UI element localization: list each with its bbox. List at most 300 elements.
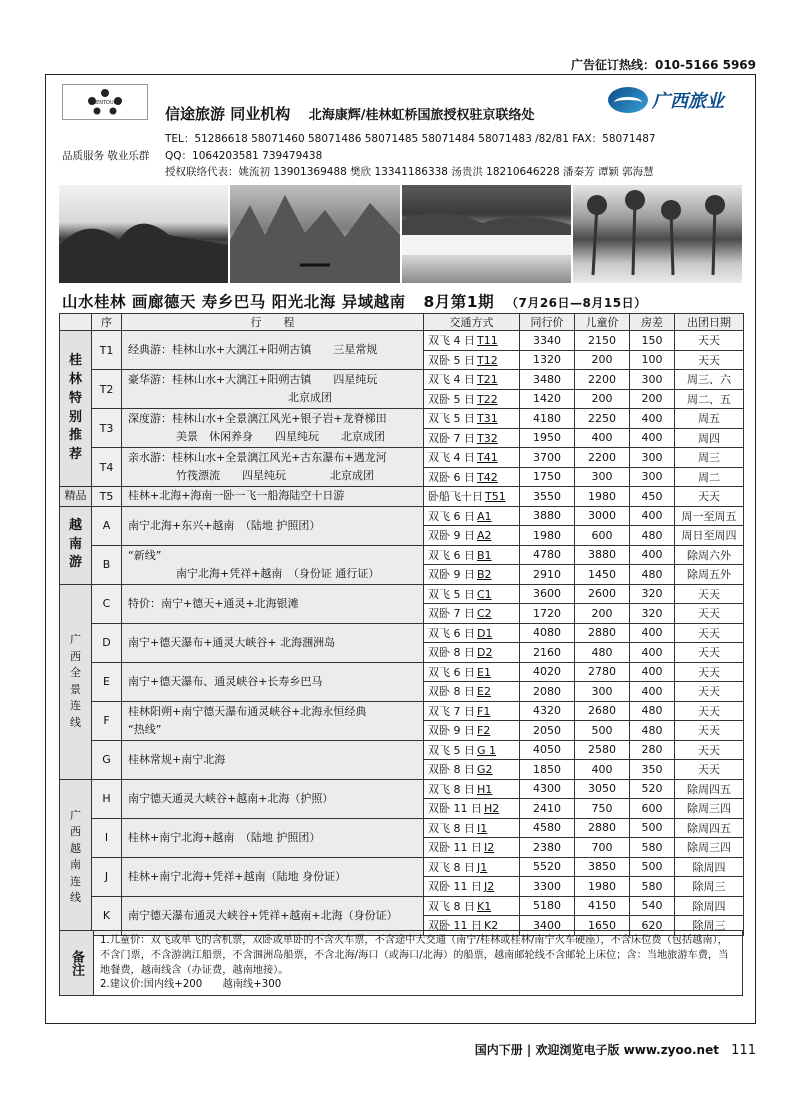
photo-li-river bbox=[230, 185, 399, 283]
route-code: T21 bbox=[477, 373, 498, 387]
route-code: D2 bbox=[477, 646, 493, 660]
reps-line: 授权联络代表：姚流初 13901369488 樊欣 13341186338 汤贵洪 18210646228 潘秦芳 谭颖 郭海慧 bbox=[165, 166, 654, 178]
room-diff-cell: 480 bbox=[630, 721, 675, 741]
departure-date-cell: 周二 bbox=[675, 467, 744, 487]
transport-mode: 双卧 5 日 bbox=[428, 392, 475, 406]
row-id: T5 bbox=[92, 487, 122, 507]
route-k: 南宁德天瀑布通灵大峡谷+凭祥+越南+北海（身份证） bbox=[122, 896, 424, 935]
route-code: T42 bbox=[477, 470, 498, 484]
departure-date-cell: 周一至周五 bbox=[675, 506, 744, 526]
room-diff-cell: 300 bbox=[630, 467, 675, 487]
photo-elephant-hill bbox=[59, 185, 228, 283]
ad-hotline: 广告征订热线：010-5166 5969 bbox=[570, 58, 756, 72]
departure-date-cell: 周四 bbox=[675, 428, 744, 448]
transport-mode: 双卧 8 日 bbox=[428, 685, 475, 699]
route-g: 桂林常规+南宁北海 bbox=[122, 740, 424, 779]
transport-mode: 双飞 4 日 bbox=[428, 373, 475, 387]
departure-date-cell: 天天 bbox=[675, 721, 744, 741]
room-diff-cell: 480 bbox=[630, 565, 675, 585]
transport-mode: 双卧 7 日 bbox=[428, 431, 475, 445]
row-id: I bbox=[92, 818, 122, 857]
transport-cell bbox=[424, 701, 520, 721]
child-price-cell: 1980 bbox=[575, 877, 630, 897]
child-price-cell: 3000 bbox=[575, 506, 630, 526]
child-price-cell: 1450 bbox=[575, 565, 630, 585]
room-diff-cell: 400 bbox=[630, 409, 675, 429]
route-code: B2 bbox=[477, 568, 492, 582]
departure-date-cell: 除周四 bbox=[675, 896, 744, 916]
header-room: 房差 bbox=[630, 314, 675, 331]
route-code: I2 bbox=[484, 841, 495, 855]
room-diff-cell: 480 bbox=[630, 701, 675, 721]
agency-title bbox=[165, 103, 535, 124]
transport-mode: 双卧 5 日 bbox=[428, 353, 475, 367]
price-cell: 1850 bbox=[520, 760, 575, 780]
guangxi-tourism-logo bbox=[608, 84, 748, 116]
route-b bbox=[122, 545, 424, 584]
route-t4 bbox=[122, 448, 424, 487]
departure-date-cell: 天天 bbox=[675, 662, 744, 682]
departure-date-cell: 天天 bbox=[675, 740, 744, 760]
departure-date-cell: 天天 bbox=[675, 760, 744, 780]
transport-mode: 双飞 7 日 bbox=[428, 704, 475, 718]
transport-mode: 双卧 11 日 bbox=[428, 802, 482, 816]
child-price-cell: 200 bbox=[575, 350, 630, 370]
route-t2-line1: 豪华游：桂林山水+大漓江+阳朔古镇 四星纯玩 bbox=[128, 373, 378, 387]
transport-mode: 双飞 8 日 bbox=[428, 860, 475, 874]
child-price-cell: 1650 bbox=[575, 916, 630, 936]
sentour-logo-text: SENTOUR bbox=[92, 100, 118, 106]
child-price-cell: 200 bbox=[575, 604, 630, 624]
category-boutique: 精品 bbox=[60, 487, 92, 507]
row-id: A bbox=[92, 506, 122, 545]
transport-cell bbox=[424, 584, 520, 604]
child-price-cell: 700 bbox=[575, 838, 630, 858]
route-code: T32 bbox=[477, 431, 498, 445]
room-diff-cell: 400 bbox=[630, 643, 675, 663]
route-code: A2 bbox=[477, 529, 492, 543]
departure-date-cell: 除周三四 bbox=[675, 799, 744, 819]
header-date: 出团日期 bbox=[675, 314, 744, 331]
agency-desc: 北海康辉/桂林虹桥国旅授权驻京联络处 bbox=[308, 108, 535, 123]
transport-cell bbox=[424, 428, 520, 448]
room-diff-cell: 480 bbox=[630, 526, 675, 546]
transport-cell bbox=[424, 545, 520, 565]
room-diff-cell: 400 bbox=[630, 545, 675, 565]
header-child: 儿童价 bbox=[575, 314, 630, 331]
route-code: F2 bbox=[477, 724, 491, 738]
route-code: B1 bbox=[477, 548, 492, 562]
remarks-line2: 2.建议价:国内线+200 越南线+300 bbox=[100, 979, 282, 991]
price-cell: 3480 bbox=[520, 370, 575, 390]
price-cell: 2080 bbox=[520, 682, 575, 702]
transport-mode: 双飞 8 日 bbox=[428, 899, 475, 913]
photo-beihai-beach bbox=[573, 185, 742, 283]
price-cell: 4780 bbox=[520, 545, 575, 565]
transport-mode: 双卧 8 日 bbox=[428, 763, 475, 777]
header-transport: 交通方式 bbox=[424, 314, 520, 331]
child-price-cell: 2880 bbox=[575, 818, 630, 838]
price-cell: 3550 bbox=[520, 487, 575, 507]
route-code: T31 bbox=[477, 412, 498, 426]
transport-cell bbox=[424, 896, 520, 916]
departure-date-cell: 天天 bbox=[675, 604, 744, 624]
departure-date-cell: 除周四五 bbox=[675, 818, 744, 838]
route-code: G2 bbox=[477, 763, 493, 777]
header-seq: 序 bbox=[92, 314, 122, 331]
price-cell: 1320 bbox=[520, 350, 575, 370]
route-code: T51 bbox=[485, 490, 506, 504]
room-diff-cell: 300 bbox=[630, 448, 675, 468]
route-code: K1 bbox=[477, 899, 492, 913]
child-price-cell: 2150 bbox=[575, 331, 630, 351]
route-code: E1 bbox=[477, 665, 491, 679]
row-id: T1 bbox=[92, 331, 122, 370]
room-diff-cell: 400 bbox=[630, 623, 675, 643]
price-cell: 3600 bbox=[520, 584, 575, 604]
agency-name: 信途旅游 同业机构 bbox=[165, 105, 291, 123]
departure-date-cell: 天天 bbox=[675, 623, 744, 643]
row-id: T2 bbox=[92, 370, 122, 409]
price-cell: 4020 bbox=[520, 662, 575, 682]
footer-text: 国内下册 | 欢迎浏览电子版 www.zyoo.net bbox=[474, 1043, 719, 1057]
transport-mode: 双卧 6 日 bbox=[428, 470, 475, 484]
transport-cell bbox=[424, 662, 520, 682]
category-vietnam: 越 南 游 bbox=[60, 506, 92, 584]
departure-date-cell: 周五 bbox=[675, 409, 744, 429]
transport-cell bbox=[424, 857, 520, 877]
remarks-line1: 1.儿童价：双飞或单飞的含机票，双卧或单卧的不含火车票，不含途中大交通（南宁/桂林或桂林/南宁火车硬座），不含床位费（包括越南），不含门票，不含游漓江船票，不含涠洲岛船票，不含北海/海口（或海口/北海）的船票，越南邮轮线不含邮轮上床位；含：当地旅游车费，当地餐费，越南线含（办证费，越南地接）。 bbox=[100, 935, 729, 976]
route-code: H2 bbox=[484, 802, 500, 816]
price-cell: 2380 bbox=[520, 838, 575, 858]
room-diff-cell: 300 bbox=[630, 370, 675, 390]
row-id: G bbox=[92, 740, 122, 779]
category-guangxi-vietnam: 广 西 越 南 连 线 bbox=[60, 779, 92, 935]
child-price-cell: 400 bbox=[575, 428, 630, 448]
transport-mode: 双飞 5 日 bbox=[428, 587, 475, 601]
price-cell: 2050 bbox=[520, 721, 575, 741]
price-cell: 3340 bbox=[520, 331, 575, 351]
row-id: D bbox=[92, 623, 122, 662]
remarks-body bbox=[94, 931, 742, 995]
child-price-cell: 300 bbox=[575, 682, 630, 702]
room-diff-cell: 580 bbox=[630, 838, 675, 858]
departure-date-cell: 除周三四 bbox=[675, 838, 744, 858]
transport-mode: 双卧 8 日 bbox=[428, 646, 475, 660]
departure-date-cell: 除周五外 bbox=[675, 565, 744, 585]
transport-cell bbox=[424, 740, 520, 760]
transport-mode: 双飞 5 日 bbox=[428, 743, 475, 757]
transport-mode: 双卧 11 日 bbox=[428, 841, 482, 855]
transport-cell bbox=[424, 760, 520, 780]
price-cell: 5180 bbox=[520, 896, 575, 916]
route-code: C2 bbox=[477, 607, 492, 621]
route-h: 南宁德天通灵大峡谷+越南+北海（护照） bbox=[122, 779, 424, 818]
transport-cell bbox=[424, 838, 520, 858]
departure-date-cell: 天天 bbox=[675, 643, 744, 663]
row-id: C bbox=[92, 584, 122, 623]
departure-date-cell: 除周四 bbox=[675, 857, 744, 877]
themes: 山水桂林 画廊德天 寿乡巴马 阳光北海 异域越南 bbox=[62, 293, 406, 311]
room-diff-cell: 320 bbox=[630, 604, 675, 624]
departure-date-cell: 周三、六 bbox=[675, 370, 744, 390]
departure-date-cell: 天天 bbox=[675, 701, 744, 721]
transport-cell bbox=[424, 350, 520, 370]
transport-mode: 卧船飞十日 bbox=[428, 490, 483, 504]
price-cell: 3700 bbox=[520, 448, 575, 468]
row-id: K bbox=[92, 896, 122, 935]
row-id: F bbox=[92, 701, 122, 740]
route-code: T41 bbox=[477, 451, 498, 465]
price-cell: 4320 bbox=[520, 701, 575, 721]
transport-mode: 双飞 6 日 bbox=[428, 665, 475, 679]
issue-subtitle bbox=[62, 290, 647, 312]
route-b-line1: “新线” bbox=[128, 548, 162, 562]
departure-date-cell: 除周三 bbox=[675, 916, 744, 936]
transport-cell bbox=[424, 604, 520, 624]
price-cell: 4300 bbox=[520, 779, 575, 799]
transport-cell bbox=[424, 331, 520, 351]
tour-price-table bbox=[59, 313, 744, 936]
route-t2 bbox=[122, 370, 424, 409]
departure-date-cell: 天天 bbox=[675, 584, 744, 604]
price-cell: 2160 bbox=[520, 643, 575, 663]
header-blank bbox=[60, 314, 92, 331]
route-f-line1: 桂林阳朔+南宁德天瀑布通灵峡谷+北海永恒经典 bbox=[128, 704, 367, 718]
route-c: 特价：南宁+德天+通灵+北海银滩 bbox=[122, 584, 424, 623]
child-price-cell: 2250 bbox=[575, 409, 630, 429]
transport-cell bbox=[424, 467, 520, 487]
route-t1-text: 经典游：桂林山水+大漓江+阳朔古镇 三星常规 bbox=[128, 343, 378, 357]
transport-cell bbox=[424, 799, 520, 819]
price-cell: 2410 bbox=[520, 799, 575, 819]
transport-cell bbox=[424, 565, 520, 585]
route-t3 bbox=[122, 409, 424, 448]
transport-cell bbox=[424, 506, 520, 526]
transport-mode: 双卧 11 日 bbox=[428, 919, 482, 933]
transport-cell bbox=[424, 682, 520, 702]
price-cell: 1420 bbox=[520, 389, 575, 409]
room-diff-cell: 400 bbox=[630, 682, 675, 702]
room-diff-cell: 200 bbox=[630, 389, 675, 409]
child-price-cell: 300 bbox=[575, 467, 630, 487]
price-cell: 1950 bbox=[520, 428, 575, 448]
sentour-logo bbox=[62, 84, 148, 120]
page-footer bbox=[475, 1041, 756, 1058]
route-i: 桂林+南宁北海+越南 （陆地 护照团） bbox=[122, 818, 424, 857]
price-cell: 3880 bbox=[520, 506, 575, 526]
route-f bbox=[122, 701, 424, 740]
row-id: E bbox=[92, 662, 122, 701]
transport-mode: 双飞 6 日 bbox=[428, 509, 475, 523]
transport-cell bbox=[424, 370, 520, 390]
category-guangxi: 广 西 全 景 连 线 bbox=[60, 584, 92, 779]
child-price-cell: 750 bbox=[575, 799, 630, 819]
route-t3-line2: 美景 休闲养身 四星纯玩 北京成团 bbox=[176, 430, 385, 443]
transport-cell bbox=[424, 623, 520, 643]
route-code: E2 bbox=[477, 685, 491, 699]
transport-cell bbox=[424, 526, 520, 546]
guangxi-logo-text: 广西旅业 bbox=[652, 91, 724, 112]
child-price-cell: 2880 bbox=[575, 623, 630, 643]
price-cell: 4180 bbox=[520, 409, 575, 429]
room-diff-cell: 450 bbox=[630, 487, 675, 507]
price-cell: 1980 bbox=[520, 526, 575, 546]
departure-date-cell: 周三 bbox=[675, 448, 744, 468]
issue-number: 8月第1期 bbox=[423, 293, 495, 311]
departure-date-cell: 除周四五 bbox=[675, 779, 744, 799]
child-price-cell: 480 bbox=[575, 643, 630, 663]
tel-line: TEL：51286618 58071460 58071486 58071485 58071484 58071483 /82/81 FAX：58071487 bbox=[165, 133, 656, 145]
transport-mode: 双飞 4 日 bbox=[428, 451, 475, 465]
departure-date-cell: 天天 bbox=[675, 487, 744, 507]
row-id: T3 bbox=[92, 409, 122, 448]
route-f-line2: “热线” bbox=[128, 722, 162, 736]
departure-date-cell: 天天 bbox=[675, 350, 744, 370]
page-number: 111 bbox=[731, 1043, 756, 1058]
header-route: 行 程 bbox=[122, 314, 424, 331]
route-code: A1 bbox=[477, 509, 492, 523]
transport-cell bbox=[424, 389, 520, 409]
child-price-cell: 3880 bbox=[575, 545, 630, 565]
route-e: 南宁+德天瀑布、通灵峡谷+长寿乡巴马 bbox=[122, 662, 424, 701]
child-price-cell: 3050 bbox=[575, 779, 630, 799]
child-price-cell: 400 bbox=[575, 760, 630, 780]
row-id: B bbox=[92, 545, 122, 584]
child-price-cell: 2600 bbox=[575, 584, 630, 604]
price-cell: 1750 bbox=[520, 467, 575, 487]
route-t1 bbox=[122, 331, 424, 370]
table-header bbox=[60, 314, 744, 331]
route-j: 桂林+南宁北海+凭祥+越南（陆地 身份证） bbox=[122, 857, 424, 896]
child-price-cell: 200 bbox=[575, 389, 630, 409]
route-code: T11 bbox=[477, 334, 498, 348]
route-code: C1 bbox=[477, 587, 492, 601]
photo-detian-waterfall bbox=[402, 185, 571, 283]
room-diff-cell: 400 bbox=[630, 428, 675, 448]
transport-cell bbox=[424, 721, 520, 741]
room-diff-cell: 500 bbox=[630, 857, 675, 877]
child-price-cell: 2780 bbox=[575, 662, 630, 682]
room-diff-cell: 540 bbox=[630, 896, 675, 916]
departure-date-cell: 周二、五 bbox=[675, 389, 744, 409]
room-diff-cell: 350 bbox=[630, 760, 675, 780]
room-diff-cell: 600 bbox=[630, 799, 675, 819]
room-diff-cell: 520 bbox=[630, 779, 675, 799]
price-cell: 4580 bbox=[520, 818, 575, 838]
price-cell: 5520 bbox=[520, 857, 575, 877]
price-cell: 4080 bbox=[520, 623, 575, 643]
remarks-heading: 备注 bbox=[60, 931, 94, 995]
remarks-box bbox=[59, 930, 743, 996]
child-price-cell: 3850 bbox=[575, 857, 630, 877]
route-t5: 桂林+北海+海南一卧一飞一船海陆空十日游 bbox=[122, 487, 424, 507]
issue-range: （7月26日—8月15日） bbox=[505, 296, 647, 310]
child-price-cell: 2680 bbox=[575, 701, 630, 721]
route-a: 南宁北海+东兴+越南 （陆地 护照团） bbox=[122, 506, 424, 545]
route-code: J1 bbox=[477, 860, 488, 874]
room-diff-cell: 100 bbox=[630, 350, 675, 370]
route-code: H1 bbox=[477, 782, 493, 796]
room-diff-cell: 620 bbox=[630, 916, 675, 936]
row-id: T4 bbox=[92, 448, 122, 487]
price-cell: 1720 bbox=[520, 604, 575, 624]
transport-mode: 双飞 8 日 bbox=[428, 782, 475, 796]
room-diff-cell: 150 bbox=[630, 331, 675, 351]
sentour-logo-icon bbox=[66, 87, 144, 117]
child-price-cell: 600 bbox=[575, 526, 630, 546]
transport-cell bbox=[424, 818, 520, 838]
room-diff-cell: 580 bbox=[630, 877, 675, 897]
child-price-cell: 2580 bbox=[575, 740, 630, 760]
child-price-cell: 500 bbox=[575, 721, 630, 741]
transport-cell bbox=[424, 409, 520, 429]
room-diff-cell: 280 bbox=[630, 740, 675, 760]
transport-mode: 双卧 9 日 bbox=[428, 568, 475, 582]
transport-mode: 双卧 9 日 bbox=[428, 529, 475, 543]
transport-cell bbox=[424, 448, 520, 468]
transport-mode: 双飞 5 日 bbox=[428, 412, 475, 426]
departure-date-cell: 除周三 bbox=[675, 877, 744, 897]
scenery-photos bbox=[59, 185, 742, 283]
row-id: H bbox=[92, 779, 122, 818]
route-code: F1 bbox=[477, 704, 491, 718]
departure-date-cell: 除周六外 bbox=[675, 545, 744, 565]
room-diff-cell: 400 bbox=[630, 662, 675, 682]
transport-cell bbox=[424, 643, 520, 663]
transport-mode: 双卧 9 日 bbox=[428, 724, 475, 738]
room-diff-cell: 320 bbox=[630, 584, 675, 604]
transport-mode: 双飞 6 日 bbox=[428, 626, 475, 640]
room-diff-cell: 400 bbox=[630, 506, 675, 526]
child-price-cell: 4150 bbox=[575, 896, 630, 916]
price-cell: 4050 bbox=[520, 740, 575, 760]
child-price-cell: 2200 bbox=[575, 448, 630, 468]
room-diff-cell: 500 bbox=[630, 818, 675, 838]
child-price-cell: 1980 bbox=[575, 487, 630, 507]
transport-mode: 双卧 11 日 bbox=[428, 880, 482, 894]
route-d: 南宁+德天瀑布+通灵大峡谷+ 北海涠洲岛 bbox=[122, 623, 424, 662]
transport-cell bbox=[424, 487, 520, 507]
qq-line: QQ：1064203581 739479438 bbox=[165, 150, 323, 162]
category-guilin: 桂 林 特 别 推 荐 bbox=[60, 331, 92, 487]
row-id: J bbox=[92, 857, 122, 896]
child-price-cell: 2200 bbox=[575, 370, 630, 390]
header-price: 同行价 bbox=[520, 314, 575, 331]
transport-cell bbox=[424, 779, 520, 799]
slogan: 品质服务 敬业乐群 bbox=[62, 150, 150, 162]
departure-date-cell: 天天 bbox=[675, 682, 744, 702]
transport-mode: 双飞 8 日 bbox=[428, 821, 475, 835]
route-code: D1 bbox=[477, 626, 493, 640]
transport-cell bbox=[424, 877, 520, 897]
route-code: K2 bbox=[484, 919, 499, 933]
transport-mode: 双飞 6 日 bbox=[428, 548, 475, 562]
route-t4-line2: 竹筏漂流 四星纯玩 北京成团 bbox=[176, 469, 374, 482]
route-code: G 1 bbox=[477, 743, 497, 757]
route-code: I1 bbox=[477, 821, 488, 835]
price-cell: 3400 bbox=[520, 916, 575, 936]
route-b-line2: 南宁北海+凭祥+越南 （身份证 通行证） bbox=[176, 566, 380, 580]
route-code: J2 bbox=[484, 880, 495, 894]
wave-icon bbox=[608, 87, 648, 113]
route-code: T22 bbox=[477, 392, 498, 406]
route-t4-line1: 亲水游：桂林山水+全景漓江风光+古东瀑布+遇龙河 bbox=[128, 451, 387, 465]
price-cell: 2910 bbox=[520, 565, 575, 585]
route-t2-line2: 北京成团 bbox=[288, 391, 332, 404]
price-cell: 3300 bbox=[520, 877, 575, 897]
departure-date-cell: 天天 bbox=[675, 331, 744, 351]
